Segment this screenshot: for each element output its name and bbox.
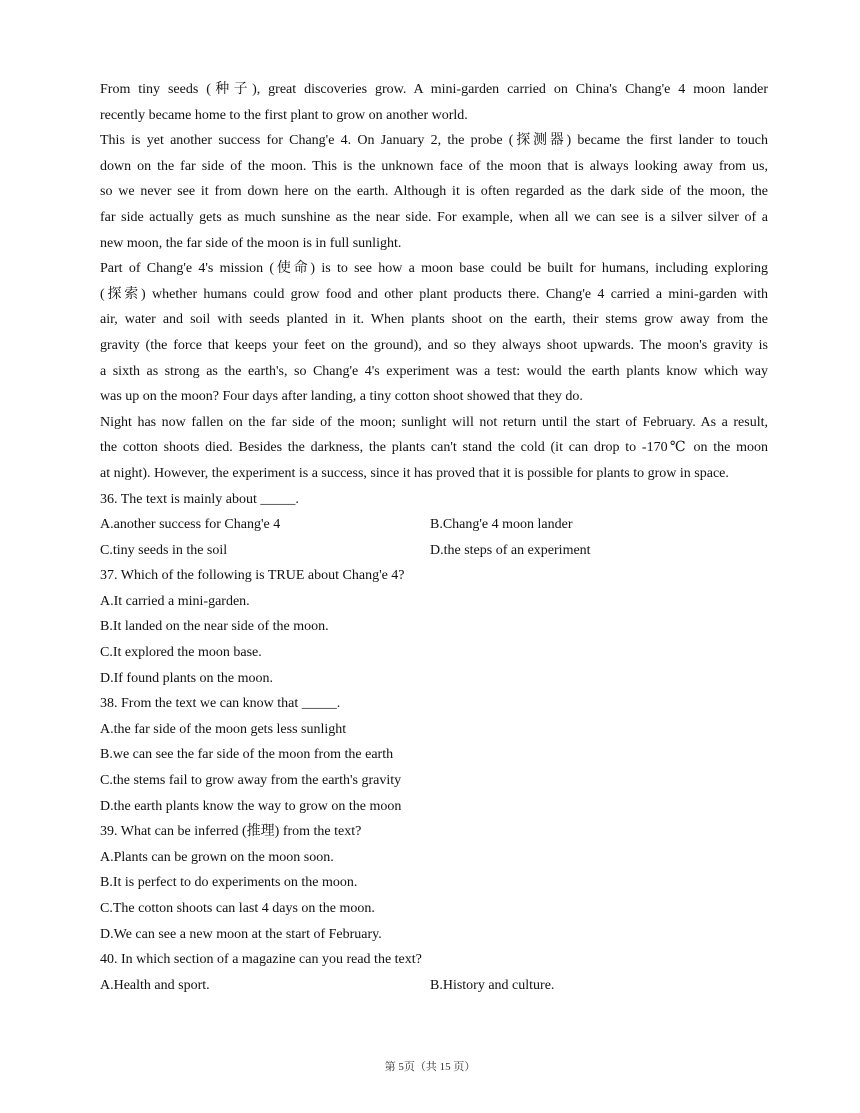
option-d[interactable]: D.the steps of an experiment [430,542,591,558]
question-stem: 38. From the text we can know that _____. [100,696,341,712]
option-c[interactable]: C.The cotton shoots can last 4 days on the moon. [100,901,375,916]
passage-line: air, water and soil with seeds planted in it. When plants shoot on the earth, their stems grow away from the [100,312,768,328]
option-a[interactable]: A.It carried a mini-garden. [100,593,250,609]
passage-paragraph-1 [100,77,768,128]
passage-paragraph-4 [100,410,768,487]
options-row [100,538,768,564]
passage-line: gravity (the force that keeps your feet on the ground), and so they always shoot upwards. The moon's gravity is [100,337,768,353]
passage-line: recently became home to the first plant to grow on another world. [100,107,468,123]
option-a[interactable]: A.another success for Chang'e 4 [100,517,281,533]
question-40 [100,947,768,998]
option-b[interactable]: B.It is perfect to do experiments on the moon. [100,875,358,891]
option-d[interactable]: D.the earth plants know the way to grow on the moon [100,798,402,814]
question-stem: 36. The text is mainly about _____. [100,491,299,507]
option-a[interactable]: A.Plants can be grown on the moon soon. [100,849,334,865]
option-c[interactable]: C.the stems fail to grow away from the earth's gravity [100,773,402,789]
option-b[interactable]: B.History and culture. [430,977,555,993]
passage-line: down on the far side of the moon. This is the unknown face of the moon that is always looking away from us, [100,158,768,174]
option-b[interactable]: B.It landed on the near side of the moon. [100,619,329,635]
question-stem: 37. Which of the following is TRUE about Chang'e 4? [100,568,405,584]
passage-paragraph-2 [100,128,768,256]
question-36 [100,487,768,564]
option-d[interactable]: D.We can see a new moon at the start of February. [100,926,382,942]
options-row [100,512,768,538]
question-39 [100,819,768,947]
passage-line: far side actually gets as much sunshine as the near side. For example, when all we can see is a silver silver of a [100,209,768,225]
option-d[interactable]: D.If found plants on the moon. [100,670,274,686]
option-b[interactable]: B.we can see the far side of the moon from the earth [100,747,394,763]
option-c[interactable]: C.tiny seeds in the soil [100,542,228,558]
option-c[interactable]: C.It explored the moon base. [100,645,262,661]
passage-line: was up on the moon? Four days after landing, a tiny cotton shoot showed that they do. [100,389,583,405]
passage-line: the cotton shoots died. Besides the darkness, the plants can't stand the cold (it can drop to -170℃ on the moon [100,440,768,456]
passage-line: (探索) whether humans could grow food and other plant products there. Chang'e 4 carried a mini-garden with [100,286,768,302]
page-footer: 第 5页（共 15 页） [384,1061,476,1073]
passage-line: This is yet another success for Chang'e 4. On January 2, the probe (探测器) became the first lander to touch [100,133,768,149]
question-stem: 40. In which section of a magazine can you read the text? [100,952,422,968]
option-a[interactable]: A.the far side of the moon gets less sunlight [100,721,347,737]
passage-line: new moon, the far side of the moon is in full sunlight. [100,235,402,251]
passage-paragraph-3 [100,256,768,410]
passage-line: so we never see it from down here on the earth. Although it is often regarded as the dark side of the moon, the [100,184,768,200]
options-row [100,973,768,999]
question-38 [100,691,768,819]
passage-line: at night). However, the experiment is a success, since it has proved that it is possible for plants to grow in space. [100,465,729,481]
passage-line: From tiny seeds (种子), great discoveries grow. A mini-garden carried on China's Chang'e 4 moon lander [100,82,768,97]
passage-line: Night has now fallen on the far side of the moon; sunlight will not return until the start of February. As a result, [100,414,768,430]
passage-line: Part of Chang'e 4's mission (使命) is to see how a moon base could be built for humans, including exploring [100,261,768,277]
option-a[interactable]: A.Health and sport. [100,977,210,993]
option-b[interactable]: B.Chang'e 4 moon lander [430,517,573,533]
question-stem: 39. What can be inferred (推理) from the text? [100,824,362,840]
question-37 [100,563,768,691]
passage-line: a sixth as strong as the earth's, so Chang'e 4's experiment was a test: would the earth plants know which way [100,363,768,379]
document-page [100,77,768,998]
